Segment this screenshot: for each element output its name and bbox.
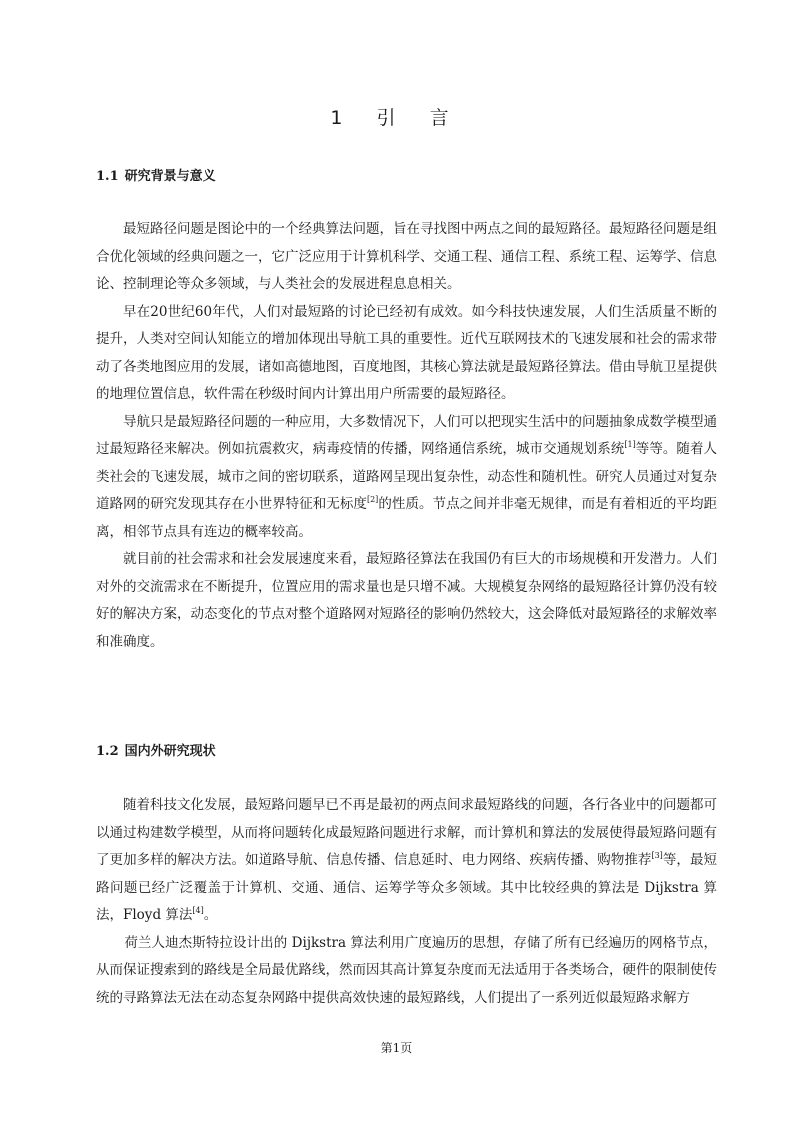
paragraph: 荷兰人迪杰斯特拉设计出的 Dijkstra 算法利用广度遍历的思想，存储了所有已经遍历的网格节点，从而保证搜索到的路线是全局最优路线，然而因其高计算复杂度而无法适用于各类场合，硬件的限制使传统的寻路算法无法在动态复杂网路中提供高效快速的最短路线，人们提出了一系列近似最短路求解方 [96, 934, 717, 1006]
section-title: 研究背景与意义 [124, 169, 216, 184]
citation: [1] [624, 440, 636, 449]
section-body-1-2 [96, 792, 717, 1012]
citation: [4] [192, 906, 204, 915]
paragraph-text: 的性质。节点之间并非毫无规律，而是有着相近的平均距离，相邻节点具有连边的概率较高。 [96, 496, 718, 540]
paragraph: 就目前的社会需求和社会发展速度来看，最短路径算法在我国仍有巨大的市场规模和开发潜力。人们对外的交流需求在不断提升，位置应用的需求量也是只增不减。大规模复杂网络的最短路径计算仍没有较好的解决方案，动态变化的节点对整个道路网对短路径的影响仍然较大，这会降低对最短路径的求解效率和准确度。 [96, 551, 717, 650]
citation: [2] [366, 495, 379, 504]
section-title: 国内外研究现状 [124, 744, 216, 759]
section-body-1-1 [96, 216, 717, 656]
chapter-title [0, 106, 793, 130]
section-number: 1.1 [96, 169, 119, 184]
paragraph: 早在20世纪60年代，人们对最短路的讨论已经初有成效。如今科技快速发展，人们生活质量不断的提升，人类对空间认知能立的增加体现出导航工具的重要性。近代互联网技术的飞速发展和社会的需求带动了各类地图应用的发展，诸如高德地图，百度地图，其核心算法就是最短路径算法。借由导航卫星提供的地理位置信息，软件需在秒级时间内计算出用户所需要的最短路径。 [96, 303, 717, 402]
paragraph: 最短路径问题是图论中的一个经典算法问题，旨在寻找图中两点之间的最短路径。最短路径问题是组合优化领域的经典问题之一，它广泛应用于计算机科学、交通工程、通信工程、系统工程、运筹学、信息论、控制理论等众多领域，与人类社会的发展进程息息相关。 [96, 221, 717, 292]
chapter-number: 1 [330, 107, 357, 129]
section-heading-1-2 [96, 743, 216, 761]
paragraph-text: 等等。随着人类社会的飞速发展，城市之间的密切联系，道路网呈现出复杂性，动态性和随机性。研究人员通过对复杂道路网的研究发现其存在小世界特征和无标度 [96, 441, 718, 512]
paragraph-text: 等，最短路问题已经广泛覆盖于计算机、交通、通信、运筹学等众多领域。其中比较经典的算法是 Dijkstra 算法，Floyd 算法 [96, 852, 718, 923]
page-footer: 第1页 [380, 1041, 413, 1055]
paragraph-text: 随着科技文化发展，最短路问题早已不再是最初的两点间求最短路线的问题，各行各业中的问题都可以通过构建数学模型，从而将问题转化成最短路问题进行求解，而计算机和算法的发展使得最短路问题有了更加多样的解决方法。如道路导航、信息传播、信息延时、电力网络、疾病传播、购物推荐 [96, 797, 717, 868]
paragraph [96, 792, 717, 930]
section-number: 1.2 [96, 744, 119, 759]
chapter-title-text: 引 言 [376, 107, 463, 129]
paragraph-text: 导航只是最短路径问题的一种应用，大多数情况下，人们可以把现实生活中的问题抽象成数学模型通过最短路径来解决。例如抗震救灾，病毒疫情的传播，网络通信系统，城市交通规划系统 [96, 413, 717, 457]
paragraph-text: 。 [203, 907, 218, 923]
paragraph [96, 409, 717, 547]
section-heading-1-1 [96, 168, 216, 186]
citation: [3] [651, 851, 663, 860]
